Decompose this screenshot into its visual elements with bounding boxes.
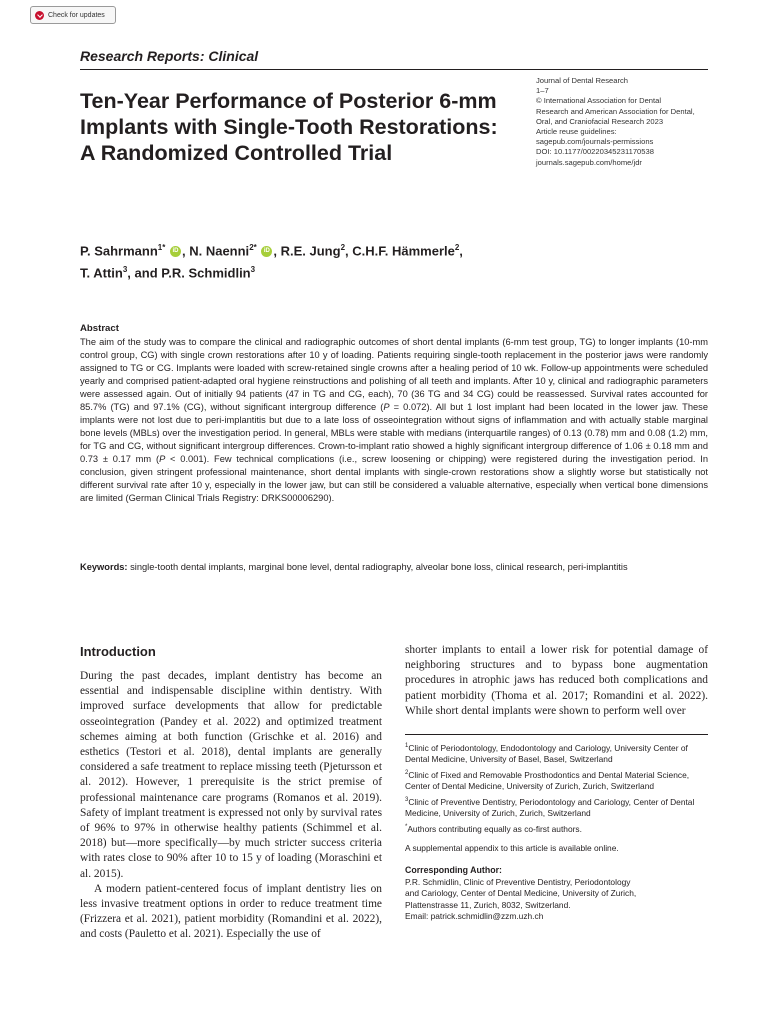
check-for-updates-label: Check for updates <box>48 11 105 19</box>
body-paragraph: A modern patient-centered focus of implant dentistry lies on less invasive treatment options in order to reduce treatment time (Frizzera et al. 2021), patient morbidity (Romandini et al. 2022), and costs (Pauletto et al. 2021). Especially the use of <box>80 882 382 941</box>
copyright-line-1: © International Association for Dental <box>536 96 662 106</box>
copyright-line-2: Research and American Association for Dental, <box>536 106 695 116</box>
check-for-updates-button[interactable] <box>30 6 116 24</box>
supplement-note: A supplemental appendix to this article is available online. <box>405 843 619 854</box>
p-value-label: P <box>383 402 390 412</box>
abstract-text <box>80 336 708 505</box>
author-conjunction: and <box>134 265 158 281</box>
check-updates-icon <box>35 11 44 20</box>
orcid-icon[interactable]: iD <box>170 246 181 257</box>
journal-name: Journal of Dental Research <box>536 76 629 85</box>
affiliation-text: Clinic of Preventive Dentistry, Periodontology and Cariology, Center of Dental Medicine, University of Zurich, Zurich, Switzerland <box>405 796 695 819</box>
equal-contribution-text: Authors contributing equally as co-first authors. <box>407 823 582 834</box>
author-name[interactable]: P. Sahrmann <box>80 243 158 259</box>
author-affil-sup: 2 <box>340 243 346 252</box>
corresponding-author-line: Plattenstrasse 11, Zurich, 8032, Switzerland. <box>405 899 571 910</box>
copyright-line-3: Oral, and Craniofacial Research 2023 <box>536 116 664 126</box>
keywords-text: single-tooth dental implants, marginal bone level, dental radiography, alveolar bone loss, clinical research, peri-implantitis <box>127 562 628 572</box>
equal-contribution-note <box>405 822 708 835</box>
body-paragraph: shorter implants to entail a lower risk for potential damage of neighboring structures and to bypass bone augmentation procedures in atrophic jaws has reduced both complications and patient morbidity (Thoma et al. 2017; Romandini et al. 2022). While short dental implants were shown to perform well over <box>405 644 708 717</box>
journal-info <box>536 76 716 168</box>
author-name[interactable]: C.H.F. Hämmerle <box>352 243 455 259</box>
corresponding-author-line: and Cariology, Center of Dental Medicine, University of Zurich, <box>405 888 637 899</box>
affil-sup: * <box>405 823 408 830</box>
author-affil-sup: 1* <box>157 243 166 252</box>
affil-sup: 1 <box>405 743 409 749</box>
journal-home-link[interactable]: journals.sagepub.com/home/jdr <box>536 157 642 167</box>
affiliations <box>405 741 708 923</box>
author-list: P. Sahrmann$^{1*}$ iD , N. Naenni$^{2*}$ iD , R.E. Jung$^2$, C.H.F. Hämmerle$^2$, T. Attin$^3$, and P.R. Schmidlin$^3$ <box>80 243 463 281</box>
author-name[interactable]: R.E. Jung <box>280 243 341 259</box>
reuse-label: Article reuse guidelines: <box>536 127 617 137</box>
footnote-divider <box>405 734 708 735</box>
header-divider <box>80 69 708 70</box>
keywords <box>80 561 708 574</box>
article-title: Ten-Year Performance of Posterior 6-mm Implants with Single-Tooth Restorations: A Randomized Controlled Trial <box>80 89 498 165</box>
introduction-heading: Introduction <box>80 644 156 659</box>
journal-pages: 1–7 <box>536 86 549 96</box>
affiliation <box>405 795 708 820</box>
author-name[interactable]: P.R. Schmidlin <box>161 265 251 281</box>
corresponding-author-email[interactable]: Email: patrick.schmidlin@zzm.uzh.ch <box>405 911 544 922</box>
orcid-icon[interactable]: iD <box>261 246 272 257</box>
section-label: Research Reports: Clinical <box>80 48 259 64</box>
author-name[interactable]: T. Attin <box>80 265 123 281</box>
author-affil-sup: 3 <box>250 265 256 275</box>
keywords-label: Keywords: <box>80 562 128 572</box>
author-affil-sup: 2 <box>454 243 460 252</box>
doi[interactable]: DOI: 10.1177/00220345231170538 <box>536 147 654 157</box>
body-column-left <box>80 669 382 943</box>
body-paragraph: During the past decades, implant dentistry has become an essential and indispensable discipline within dentistry. With improved surface developments that allow for predictable osseointegration (Pandey et al. 2022) and optimized treatment schemes aiming at both function (Grischke et al. 2016) and esthetics (Testori et al. 2018), dental implants are generally considered a safe treatment to replace missing teeth (Pjetursson et al. 2012). However, 1 prerequisite is the strict premise of professional maintenance care programs (Romanos et al. 2019). Safety of implant treatment is expressed not only by survival rates of 96% to 97% in otherwise healthy patients (Schimmel et al. 2018) but—more specifically—by much stricter success criteria with rates close to 90% after 10 to 15 y of loading (Moraschini et al. 2015). <box>80 670 382 880</box>
corresponding-author-line: P.R. Schmidlin, Clinic of Preventive Dentistry, Periodontology <box>405 876 631 887</box>
abstract-text-part: The aim of the study was to compare the clinical and radiographic outcomes of short dental implants (6-mm test group, TG) to longer implants (10-mm control group, CG) with single crown restorations after 10 y of loading. Patients requiring single-tooth replacement in the posterior jaws were randomly assigned to TG or CG. Implants were loaded with screw-retained single crowns after a healing period of 10 wk. Follow-up appointments were scheduled yearly and comprised patient-adapted oral hygiene reinstructions and polishing of all teeth and implants. After 10 y, clinical and radiographic parameters were assessed again. Out of initially 94 patients (47 in TG and CG, each), 70 (36 TG and 34 CG) could be reassessed. Survival rates accounted for 85.7% (TG) and 97.1% (CG), without significant intergroup difference ( <box>80 337 708 412</box>
p-value-label: P <box>159 454 166 464</box>
author-affil-sup: 3 <box>122 265 128 275</box>
affiliation <box>405 741 708 766</box>
abstract-text-part: < 0.001). Few technical complications (i.e., screw loosening or chipping) were registered during the investigation period. In conclusion, given stringent professional maintenance, short dental implants with single-crown restorations show a slightly worse but statistically not different survival rate after 10 y, especially in the lower jaw, but can still be considered a valuable alternative, especially when vertical bone dimensions are limited (German Clinical Trials Registry: DRKS00006290). <box>80 454 708 503</box>
abstract-text-part: = 0.072). All but 1 lost implant had been located in the lower jaw. These implants were not lost due to peri-implantitis but due to a late loss of osseointegration without signs of inflammation and with actually stable marginal bone levels (MBLs) over the investigation period. In general, MBLs were stable with medians (interquartile ranges) of 0.13 (0.78) mm and 0.08 (1.2) mm, for TG and CG, without significant intergroup differences. Crown-to-implant ratio showed a highly significant intergroup difference of 1.06 ± 0.18 mm and 0.73 ± 0.17 mm ( <box>80 402 708 464</box>
body-column-right <box>405 643 708 719</box>
abstract <box>80 322 708 505</box>
abstract-heading: Abstract <box>80 323 119 334</box>
affil-sup: 2 <box>405 769 409 776</box>
author-affil-sup: 2* <box>249 243 257 252</box>
permissions-link[interactable]: sagepub.com/journals-permissions <box>536 137 654 147</box>
author-name[interactable]: N. Naenni <box>189 243 250 259</box>
affiliation <box>405 768 708 793</box>
affiliation-text: Clinic of Fixed and Removable Prosthodontics and Dental Material Science, Center of Dental Medicine, University of Zurich, Zurich, Switzerland <box>405 769 690 792</box>
affiliation-text: Clinic of Periodontology, Endodontology and Cariology, University Center of Dental Medicine, University of Basel, Basel, Switzerland <box>405 742 688 765</box>
affil-sup: 3 <box>405 796 409 803</box>
corresponding-author-heading: Corresponding Author: <box>405 864 502 875</box>
